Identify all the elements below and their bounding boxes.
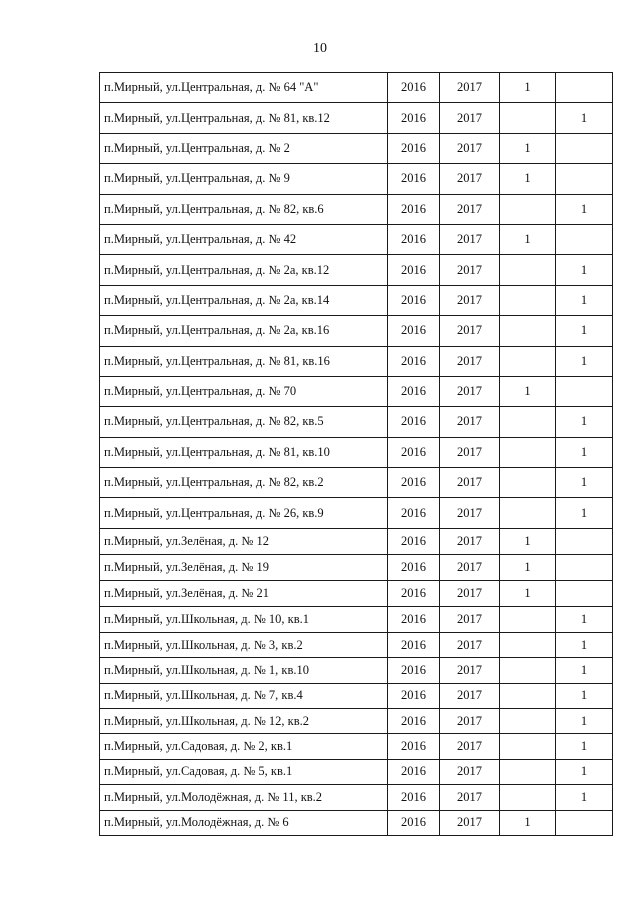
flag-b-cell: 1 [556,759,613,784]
address-cell: п.Мирный, ул.Молодёжная, д. № 11, кв.2 [100,785,388,810]
flag-b-cell: 1 [556,437,613,467]
address-cell: п.Мирный, ул.Зелёная, д. № 21 [100,581,388,607]
start-year-cell: 2016 [388,632,440,657]
table-row [100,73,613,103]
flag-b-cell: 1 [556,468,613,498]
flag-b-cell [556,528,613,554]
flag-b-cell [556,164,613,194]
end-year-cell: 2017 [440,316,500,346]
address-table-body [100,73,613,836]
flag-a-cell: 1 [500,376,556,406]
address-cell: п.Мирный, ул.Центральная, д. № 2 [100,133,388,163]
flag-a-cell [500,759,556,784]
flag-b-cell: 1 [556,785,613,810]
table-row [100,759,613,784]
start-year-cell: 2016 [388,555,440,581]
address-cell: п.Мирный, ул.Садовая, д. № 5, кв.1 [100,759,388,784]
end-year-cell: 2017 [440,683,500,708]
end-year-cell: 2017 [440,194,500,224]
address-cell: п.Мирный, ул.Центральная, д. № 70 [100,376,388,406]
flag-a-cell [500,346,556,376]
table-row [100,164,613,194]
flag-b-cell: 1 [556,194,613,224]
address-cell: п.Мирный, ул.Центральная, д. № 2а, кв.14 [100,285,388,315]
end-year-cell: 2017 [440,607,500,632]
table-row [100,734,613,759]
table-row [100,285,613,315]
address-cell: п.Мирный, ул.Садовая, д. № 2, кв.1 [100,734,388,759]
flag-a-cell [500,658,556,683]
start-year-cell: 2016 [388,437,440,467]
start-year-cell: 2016 [388,224,440,254]
start-year-cell: 2016 [388,734,440,759]
address-cell: п.Мирный, ул.Школьная, д. № 1, кв.10 [100,658,388,683]
flag-b-cell [556,810,613,835]
flag-a-cell [500,632,556,657]
start-year-cell: 2016 [388,316,440,346]
start-year-cell: 2016 [388,133,440,163]
end-year-cell: 2017 [440,285,500,315]
end-year-cell: 2017 [440,528,500,554]
end-year-cell: 2017 [440,164,500,194]
flag-a-cell: 1 [500,810,556,835]
start-year-cell: 2016 [388,407,440,437]
address-cell: п.Мирный, ул.Центральная, д. № 81, кв.12 [100,103,388,133]
flag-b-cell: 1 [556,255,613,285]
address-cell: п.Мирный, ул.Центральная, д. № 9 [100,164,388,194]
table-row [100,498,613,528]
flag-b-cell [556,73,613,103]
flag-b-cell: 1 [556,632,613,657]
address-cell: п.Мирный, ул.Школьная, д. № 10, кв.1 [100,607,388,632]
end-year-cell: 2017 [440,581,500,607]
start-year-cell: 2016 [388,759,440,784]
start-year-cell: 2016 [388,810,440,835]
address-cell: п.Мирный, ул.Школьная, д. № 12, кв.2 [100,708,388,733]
flag-a-cell [500,498,556,528]
flag-b-cell [556,133,613,163]
end-year-cell: 2017 [440,255,500,285]
address-cell: п.Мирный, ул.Центральная, д. № 82, кв.6 [100,194,388,224]
end-year-cell: 2017 [440,73,500,103]
start-year-cell: 2016 [388,785,440,810]
address-cell: п.Мирный, ул.Центральная, д. № 81, кв.10 [100,437,388,467]
address-cell: п.Мирный, ул.Школьная, д. № 3, кв.2 [100,632,388,657]
flag-b-cell: 1 [556,683,613,708]
flag-a-cell [500,708,556,733]
flag-a-cell: 1 [500,528,556,554]
table-row [100,407,613,437]
flag-a-cell [500,255,556,285]
flag-b-cell [556,224,613,254]
start-year-cell: 2016 [388,607,440,632]
start-year-cell: 2016 [388,376,440,406]
table-row [100,346,613,376]
table-row [100,224,613,254]
flag-a-cell: 1 [500,164,556,194]
flag-a-cell [500,607,556,632]
start-year-cell: 2016 [388,581,440,607]
table-row [100,528,613,554]
end-year-cell: 2017 [440,407,500,437]
start-year-cell: 2016 [388,255,440,285]
flag-b-cell: 1 [556,734,613,759]
flag-a-cell [500,407,556,437]
table-row [100,103,613,133]
flag-a-cell [500,437,556,467]
address-cell: п.Мирный, ул.Центральная, д. № 2а, кв.12 [100,255,388,285]
flag-b-cell: 1 [556,285,613,315]
page-number: 10 [313,41,327,56]
start-year-cell: 2016 [388,683,440,708]
table-row [100,785,613,810]
flag-b-cell: 1 [556,103,613,133]
table-row [100,658,613,683]
address-cell: п.Мирный, ул.Зелёная, д. № 12 [100,528,388,554]
end-year-cell: 2017 [440,133,500,163]
flag-b-cell [556,555,613,581]
address-cell: п.Мирный, ул.Центральная, д. № 82, кв.5 [100,407,388,437]
flag-b-cell: 1 [556,607,613,632]
start-year-cell: 2016 [388,164,440,194]
flag-a-cell: 1 [500,555,556,581]
address-table [99,72,613,836]
address-cell: п.Мирный, ул.Центральная, д. № 64 "А" [100,73,388,103]
address-cell: п.Мирный, ул.Школьная, д. № 7, кв.4 [100,683,388,708]
table-row [100,316,613,346]
address-cell: п.Мирный, ул.Центральная, д. № 26, кв.9 [100,498,388,528]
flag-a-cell [500,103,556,133]
flag-a-cell [500,194,556,224]
flag-a-cell [500,316,556,346]
table-row [100,255,613,285]
table-row [100,708,613,733]
end-year-cell: 2017 [440,376,500,406]
flag-a-cell [500,785,556,810]
flag-a-cell [500,734,556,759]
table-row [100,632,613,657]
table-row [100,376,613,406]
end-year-cell: 2017 [440,759,500,784]
table-row [100,194,613,224]
flag-a-cell: 1 [500,133,556,163]
table-row [100,810,613,835]
flag-b-cell: 1 [556,708,613,733]
start-year-cell: 2016 [388,346,440,376]
flag-b-cell: 1 [556,346,613,376]
start-year-cell: 2016 [388,658,440,683]
flag-a-cell [500,683,556,708]
start-year-cell: 2016 [388,528,440,554]
end-year-cell: 2017 [440,346,500,376]
flag-b-cell: 1 [556,316,613,346]
end-year-cell: 2017 [440,708,500,733]
flag-a-cell [500,285,556,315]
address-cell: п.Мирный, ул.Зелёная, д. № 19 [100,555,388,581]
end-year-cell: 2017 [440,632,500,657]
flag-b-cell: 1 [556,658,613,683]
flag-a-cell: 1 [500,73,556,103]
flag-a-cell: 1 [500,224,556,254]
flag-a-cell: 1 [500,581,556,607]
address-cell: п.Мирный, ул.Центральная, д. № 82, кв.2 [100,468,388,498]
start-year-cell: 2016 [388,73,440,103]
flag-a-cell [500,468,556,498]
address-cell: п.Мирный, ул.Центральная, д. № 2а, кв.16 [100,316,388,346]
table-row [100,607,613,632]
flag-b-cell: 1 [556,407,613,437]
end-year-cell: 2017 [440,224,500,254]
end-year-cell: 2017 [440,498,500,528]
start-year-cell: 2016 [388,708,440,733]
address-cell: п.Мирный, ул.Центральная, д. № 81, кв.16 [100,346,388,376]
end-year-cell: 2017 [440,103,500,133]
table-row [100,133,613,163]
start-year-cell: 2016 [388,194,440,224]
table-row [100,581,613,607]
end-year-cell: 2017 [440,734,500,759]
end-year-cell: 2017 [440,810,500,835]
end-year-cell: 2017 [440,555,500,581]
start-year-cell: 2016 [388,468,440,498]
address-cell: п.Мирный, ул.Молодёжная, д. № 6 [100,810,388,835]
end-year-cell: 2017 [440,658,500,683]
end-year-cell: 2017 [440,785,500,810]
flag-b-cell [556,581,613,607]
end-year-cell: 2017 [440,468,500,498]
flag-b-cell: 1 [556,498,613,528]
address-cell: п.Мирный, ул.Центральная, д. № 42 [100,224,388,254]
table-row [100,437,613,467]
table-row [100,468,613,498]
end-year-cell: 2017 [440,437,500,467]
table-row [100,683,613,708]
table-row [100,555,613,581]
flag-b-cell [556,376,613,406]
start-year-cell: 2016 [388,498,440,528]
start-year-cell: 2016 [388,285,440,315]
start-year-cell: 2016 [388,103,440,133]
